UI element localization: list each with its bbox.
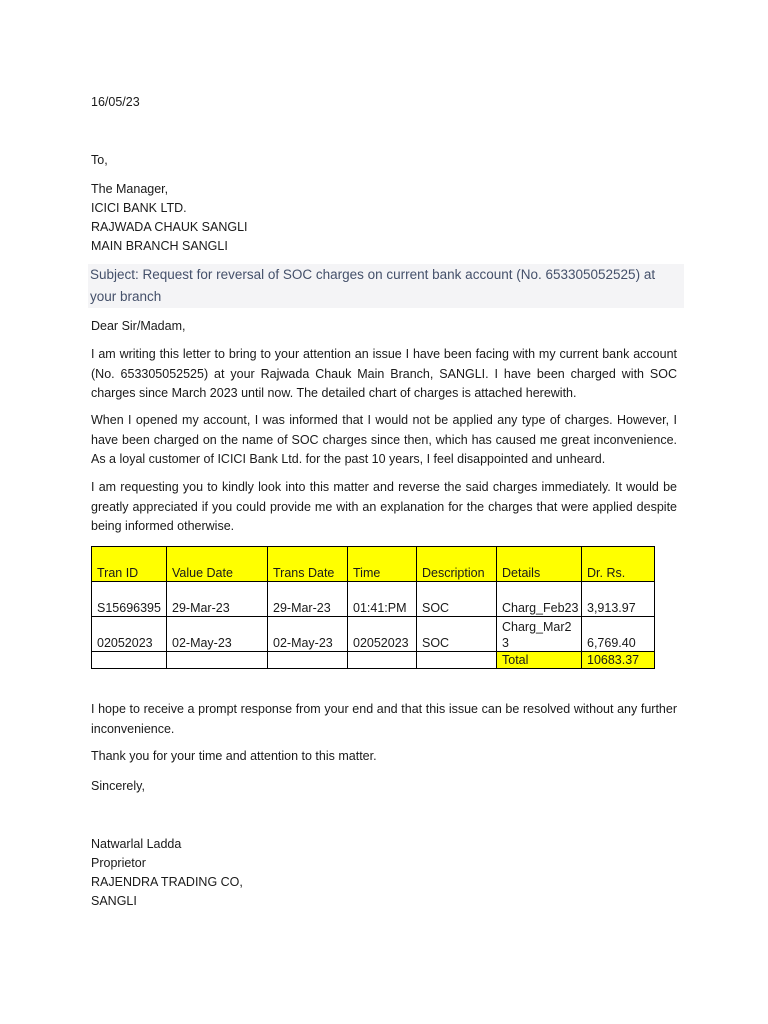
signature-line: SANGLI bbox=[91, 894, 137, 908]
table-cell bbox=[417, 652, 497, 669]
signoff: Sincerely, bbox=[91, 779, 145, 793]
col-header: Value Date bbox=[167, 547, 268, 582]
table-row bbox=[92, 617, 655, 652]
closing-paragraph: Thank you for your time and attention to this matter. bbox=[91, 749, 377, 763]
col-header: Trans Date bbox=[268, 547, 348, 582]
signature-line: RAJENDRA TRADING CO, bbox=[91, 875, 243, 889]
table-total-row bbox=[92, 652, 655, 669]
table-cell: 02052023 bbox=[348, 617, 417, 652]
letter-subject: Subject: Request for reversal of SOC charges on current bank account (No. 653305052525) at your branch bbox=[88, 264, 684, 308]
signature-line: Proprietor bbox=[91, 856, 146, 870]
table-cell: Charg_Feb23 bbox=[497, 582, 582, 617]
table-cell: SOC bbox=[417, 582, 497, 617]
table-cell bbox=[167, 652, 268, 669]
address-line: MAIN BRANCH SANGLI bbox=[91, 239, 228, 253]
table-cell: 3,913.97 bbox=[582, 582, 655, 617]
letter-date: 16/05/23 bbox=[91, 95, 140, 109]
table-cell: 6,769.40 bbox=[582, 617, 655, 652]
letter-to: To, bbox=[91, 153, 108, 167]
body-paragraph: I am writing this letter to bring to your attention an issue I have been facing with my current bank account (No. 653305052525) at your Rajwada Chauk Main Branch, SANGLI. I have been charged with SOC charges since March 2023 until now. The detailed chart of charges is attached herewith. bbox=[91, 347, 677, 400]
address-line: RAJWADA CHAUK SANGLI bbox=[91, 220, 248, 234]
table-cell: S15696395 bbox=[92, 582, 167, 617]
table-cell: Charg_Mar23 bbox=[497, 617, 582, 652]
table-cell: 02-May-23 bbox=[167, 617, 268, 652]
closing-paragraph: I hope to receive a prompt response from your end and that this issue can be resolved without any further inconvenience. bbox=[91, 702, 677, 736]
col-header: Description bbox=[417, 547, 497, 582]
table-cell: SOC bbox=[417, 617, 497, 652]
address-line: ICICI BANK LTD. bbox=[91, 201, 187, 215]
table-cell bbox=[268, 652, 348, 669]
col-header: Dr. Rs. bbox=[582, 547, 655, 582]
total-label: Total bbox=[497, 652, 582, 669]
table-cell: 02052023 bbox=[92, 617, 167, 652]
col-header: Details bbox=[497, 547, 582, 582]
table-cell: 01:41:PM bbox=[348, 582, 417, 617]
table-cell: 29-Mar-23 bbox=[167, 582, 268, 617]
table-cell bbox=[348, 652, 417, 669]
table-cell bbox=[92, 652, 167, 669]
total-value: 10683.37 bbox=[582, 652, 655, 669]
table-cell: 29-Mar-23 bbox=[268, 582, 348, 617]
body-paragraph: When I opened my account, I was informed that I would not be applied any type of charges. However, I have been charged on the name of SOC charges since then, which has caused me great inconvenience. As a loyal customer of ICICI Bank Ltd. for the past 10 years, I feel disappointed and unheard. bbox=[91, 413, 677, 466]
body-paragraph: I am requesting you to kindly look into this matter and reverse the said charges immediately. It would be greatly appreciated if you could provide me with an explanation for the charges that were applied despite being informed otherwise. bbox=[91, 480, 677, 533]
charges-table bbox=[91, 546, 655, 669]
address-line: The Manager, bbox=[91, 182, 169, 196]
col-header: Time bbox=[348, 547, 417, 582]
salutation: Dear Sir/Madam, bbox=[91, 319, 186, 333]
signature-line: Natwarlal Ladda bbox=[91, 837, 182, 851]
col-header: Tran ID bbox=[92, 547, 167, 582]
table-cell: 02-May-23 bbox=[268, 617, 348, 652]
table-row bbox=[92, 582, 655, 617]
table-header-row bbox=[92, 547, 655, 582]
